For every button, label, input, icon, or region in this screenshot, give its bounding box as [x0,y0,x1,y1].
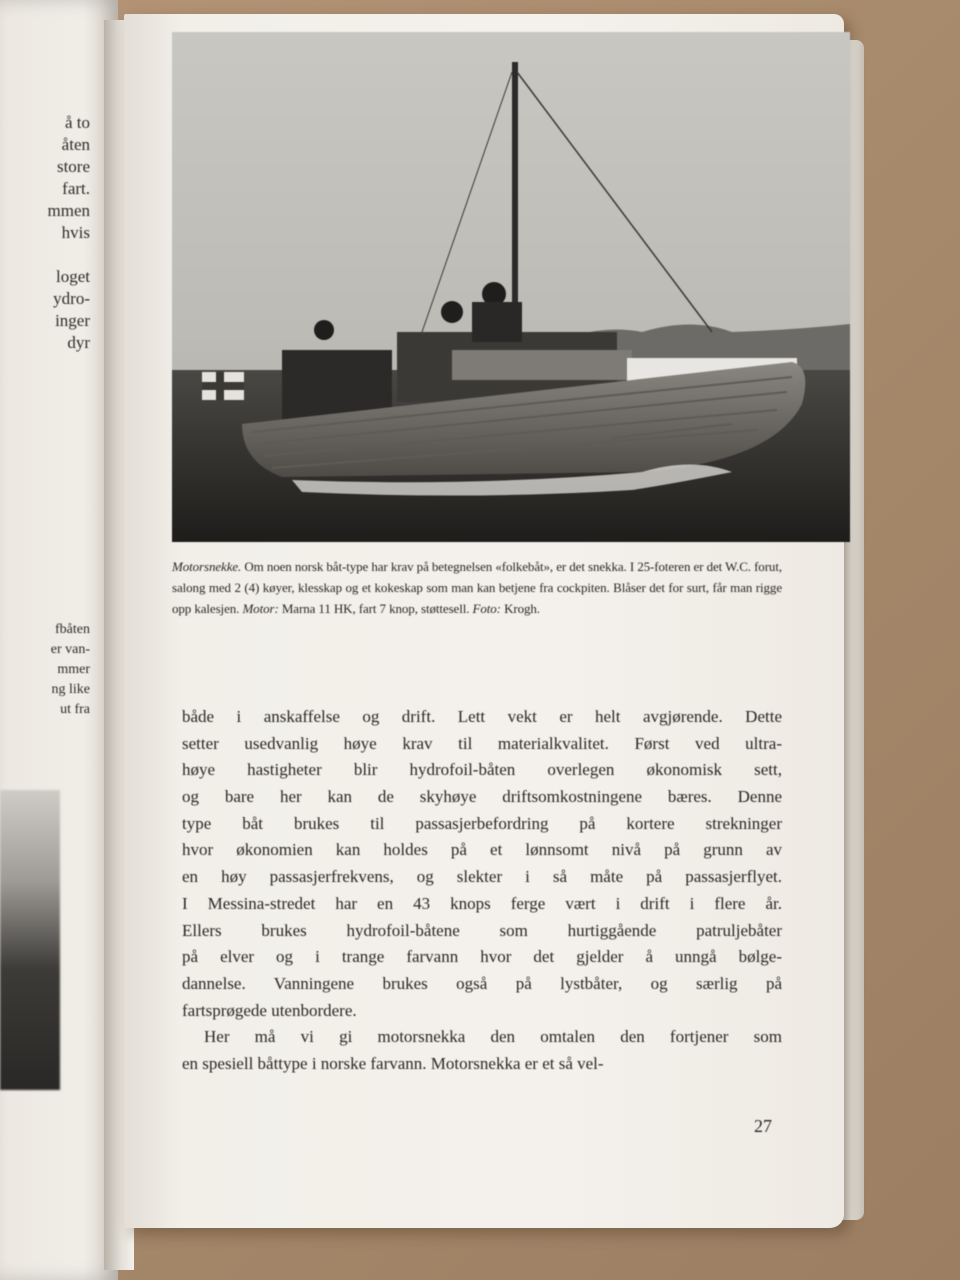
left-fragment: dyr [67,333,90,352]
page-number: 27 [754,1116,772,1136]
photo-caption [172,556,782,619]
left-page-text-top [0,112,90,354]
body-line: setter usedvanlig høye krav til materialkvalitet. Først ved ultra- [182,733,782,753]
left-fragment: store [56,157,90,176]
left-page [0,0,118,1280]
body-line: Her må vi gi motorsnekka den omtalen den fortjener som [204,1027,782,1047]
caption-motor-text: Marna 11 HK, fart 7 knop, støttesell. [281,601,470,616]
motor-boat-photo [172,32,850,542]
caption-photo-credit: Krogh. [504,601,540,616]
body-line: fartsprøgede utenbordere. [182,1000,357,1020]
body-line: en høy passasjerfrekvens, og slekter i så måte på passasjerflyet. [182,867,782,887]
caption-photo-label: Foto: [472,601,501,616]
left-fragment [0,244,90,266]
body-text [182,704,782,1078]
left-fragment: er van- [50,642,90,657]
left-fragment: ut fra [60,702,90,717]
left-fragment: mmen [47,201,90,220]
left-fragment: mmer [57,662,90,677]
left-fragment: fbåten [55,622,90,637]
body-line: dannelse. Vanningene brukes også på lystbåter, og særlig på [182,973,782,993]
body-line: I Messina-stredet har en 43 knops ferge vært i drift i flere år. [182,893,782,913]
caption-text: Om noen norsk båt-type har krav på betegnelsen «folkebåt», er det snekka. I 25-foteren er det W.C. forut, salong med 2 (4) køyer, klesskap og et kokeskap som man kan betjene fra cockpiten. Blåser det for surt, får man rigge opp kalesjen. [172,559,782,616]
body-line: på elver og i trange farvann hvor det gjelder å unngå bølge- [182,947,782,967]
left-fragment: inger [55,311,90,330]
left-page-photo-fragment [0,790,60,1090]
caption-motor-label: Motor: [242,601,279,616]
left-fragment: ydro- [53,289,90,308]
body-line: og bare her kan de skyhøye driftsomkostningene bæres. Denne [182,787,782,807]
left-fragment: hvis [61,223,90,242]
left-fragment: å to [64,113,90,132]
body-line: type båt brukes til passasjerbefordring på kortere strekninger [182,813,782,833]
left-fragment: ng like [51,682,90,697]
left-fragment: åten [61,135,90,154]
body-line: Ellers brukes hydrofoil-båtene som hurtiggående patruljebåter [182,920,782,940]
body-line: en spesiell båttype i norske farvann. Motorsnekka er et så vel- [182,1053,604,1073]
left-fragment: loget [56,267,90,286]
left-fragment: fart. [62,179,90,198]
caption-label: Motorsnekke. [172,559,242,574]
body-line: både i anskaffelse og drift. Lett vekt er helt avgjørende. Dette [182,707,782,726]
body-line: hvor økonomien kan holdes på et lønnsomt nivå på grunn av [182,840,782,860]
body-line: høye hastigheter blir hydrofoil-båten overlegen økonomisk sett, [182,760,782,780]
left-page-text-bottom [0,620,90,720]
